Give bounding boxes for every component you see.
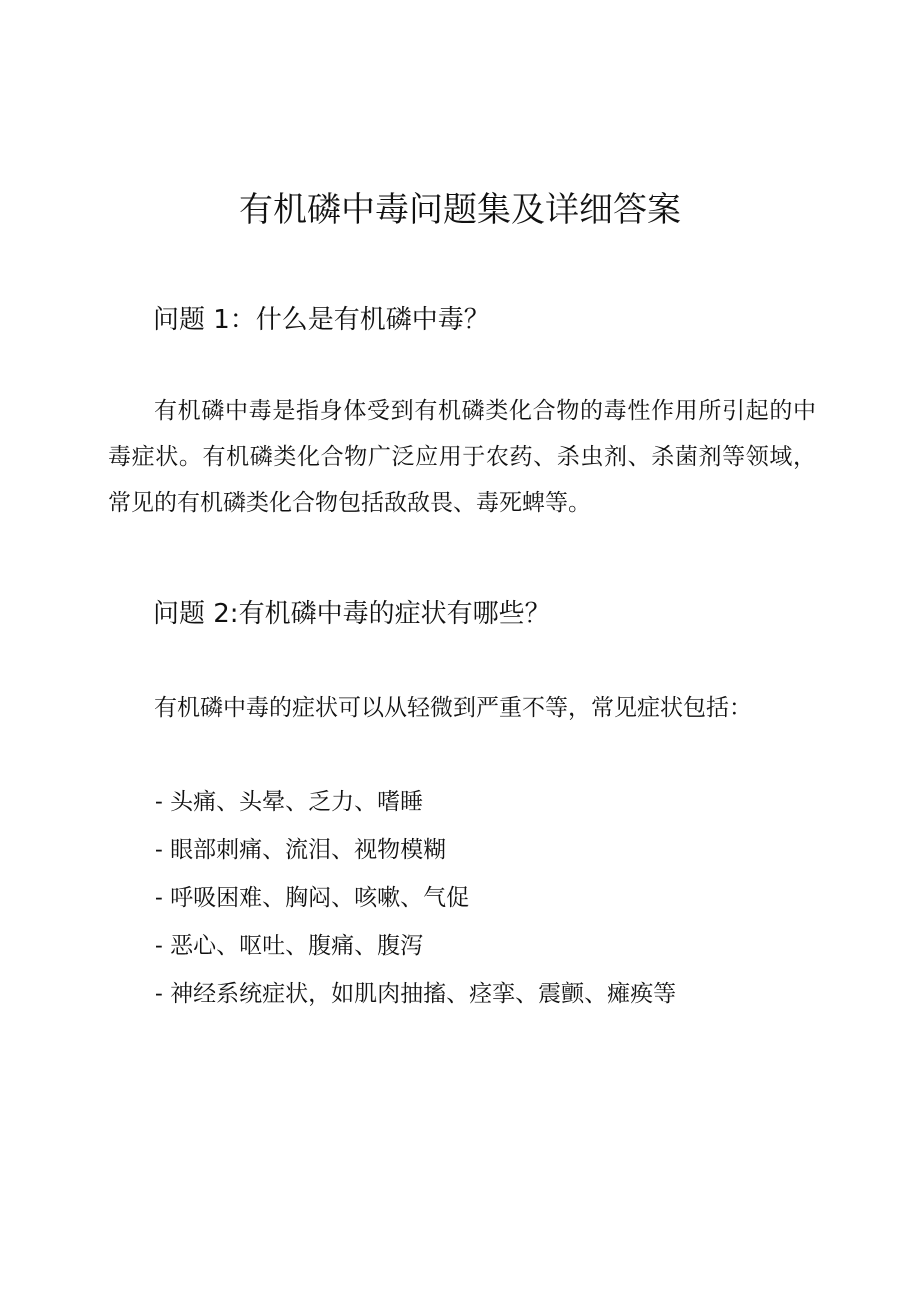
list-item: - 神经系统症状，如肌肉抽搐、痉挛、震颤、瘫痪等 <box>155 981 677 1007</box>
list-item: - 呼吸困难、胸闷、咳嗽、气促 <box>155 885 470 911</box>
list-item: - 眼部刺痛、流泪、视物模糊 <box>155 837 447 863</box>
question-1-answer: 有机磷中毒是指身体受到有机磷类化合物的毒性作用所引起的中毒症状。有机磷类化合物广泛应用于农药、杀虫剂、杀菌剂等领域，常见的有机磷类化合物包括敌敌畏、毒死蜱等。 <box>108 398 816 516</box>
question-2-heading: 问题 2:有机磷中毒的症状有哪些？ <box>153 599 551 629</box>
question-2-intro: 有机磷中毒的症状可以从轻微到严重不等，常见症状包括： <box>154 695 752 721</box>
question-1-heading: 问题 1：什么是有机磷中毒？ <box>153 305 490 335</box>
list-item: - 头痛、头晕、乏力、嗜睡 <box>155 789 424 815</box>
page-title: 有机磷中毒问题集及详细答案 <box>239 190 681 230</box>
list-item: - 恶心、呕吐、腹痛、腹泻 <box>155 933 424 959</box>
symptom-list <box>155 780 676 1020</box>
